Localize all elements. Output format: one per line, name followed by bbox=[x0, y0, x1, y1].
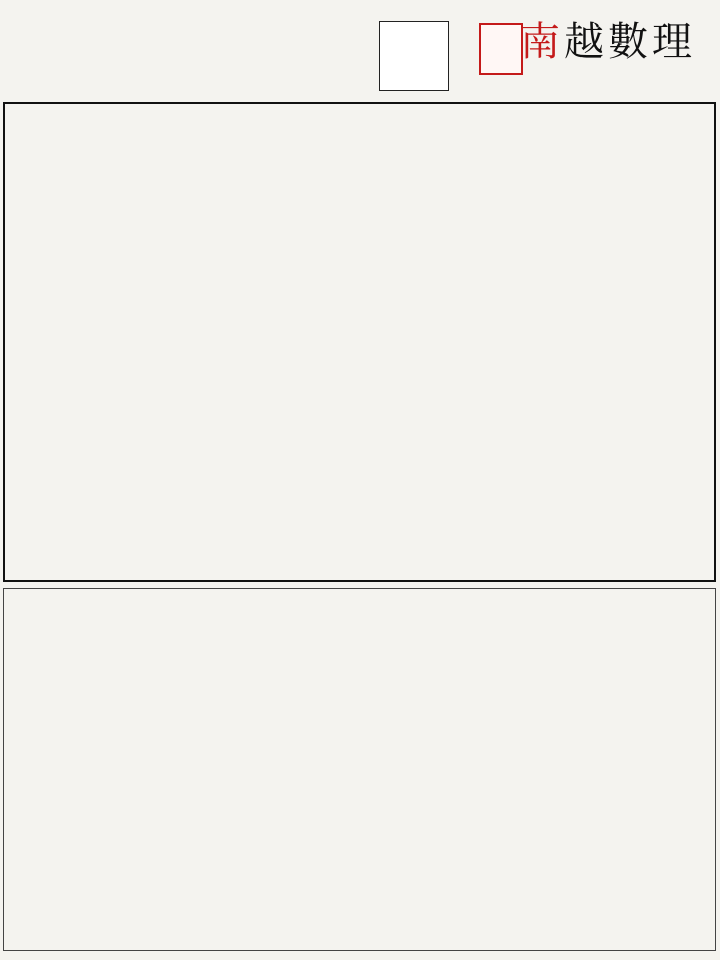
pillars-chart bbox=[3, 102, 716, 582]
logo: 南越數理 bbox=[520, 19, 696, 65]
annual-luck-grid bbox=[3, 588, 716, 951]
logo-seal bbox=[479, 23, 523, 75]
qr-code-icon bbox=[379, 21, 449, 91]
